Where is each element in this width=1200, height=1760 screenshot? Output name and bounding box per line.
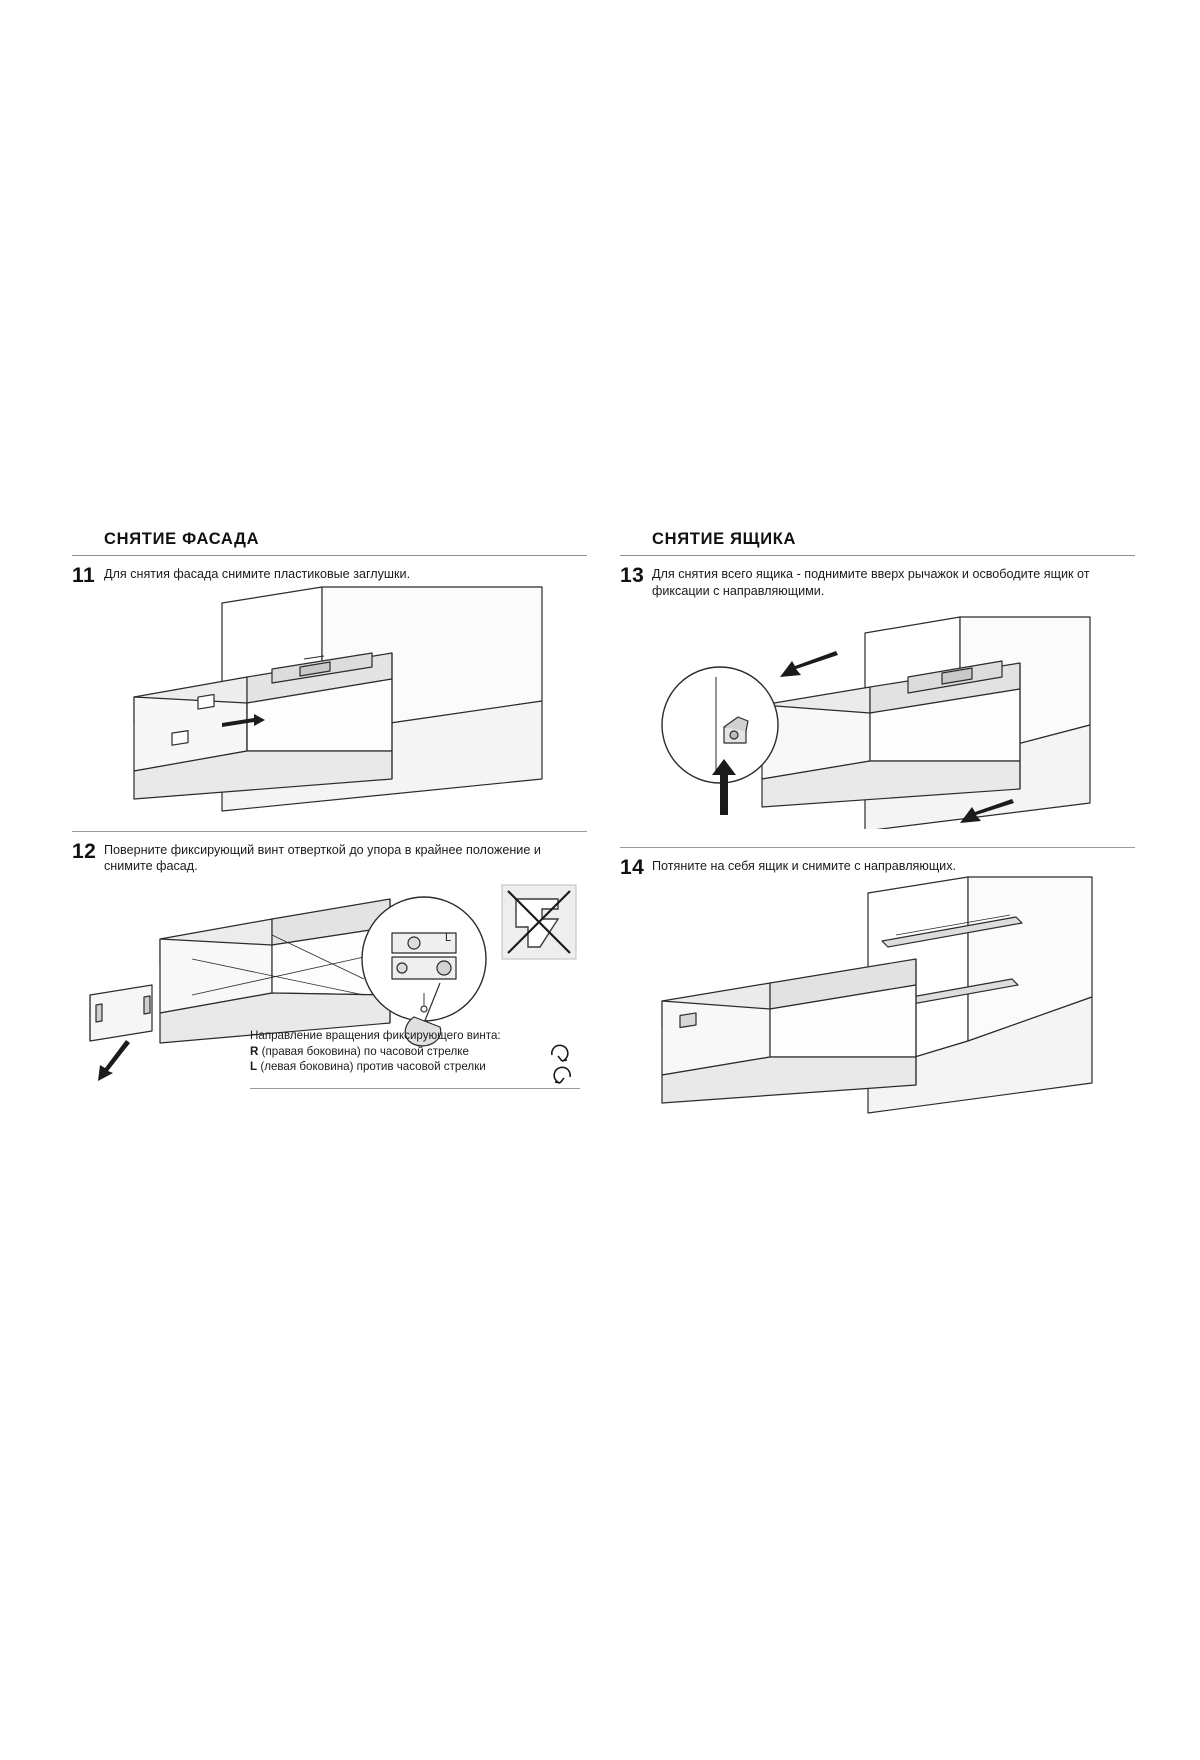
step-text: Поверните фиксирующий винт отверткой до упора в крайнее положение и снимите фасад. [104,842,541,873]
drawer-front-caps-illustration [72,583,587,813]
figure-step-13 [620,599,1135,829]
legend-right-key: R [250,1044,259,1058]
step-number: 14 [620,856,645,879]
divider [620,555,1135,556]
no-power-drill-icon [502,885,576,959]
clockwise-arrow-icon [552,1045,568,1061]
divider [72,555,587,556]
step-number: 12 [72,839,97,863]
counterclockwise-arrow-icon [554,1067,570,1083]
legend-right-row [250,1044,546,1060]
legend-title: Направление вращения фиксирующего винта: [250,1029,501,1042]
drawer-off-rails-illustration [620,875,1135,1125]
section-title: СНЯТИЕ ЯЩИКА [652,530,797,548]
figure-step-11 [72,583,587,813]
section-facade-removal [72,530,587,1150]
legend-right-text: (правая боковина) по часовой стрелке [261,1044,469,1058]
divider [620,847,1135,848]
divider [72,831,587,832]
arrow-icon [98,1040,130,1081]
legend-left-text: (левая боковина) против часовой стрелки [260,1060,486,1073]
step-number: 13 [620,564,645,587]
step-text: Для снятия фасада снимите пластиковые заглушки. [104,567,411,581]
detail-label-left: L [445,931,452,944]
step-14 [620,856,1135,879]
legend-left-key: L [250,1060,258,1073]
section-drawer-removal [620,530,1135,1150]
step-13 [620,566,1135,599]
step-text: Для снятия всего ящика - поднимите вверх рычажок и освободите ящик от фиксации с направляющими. [652,567,1090,598]
step-text: Потяните на себя ящик и снимите с направляющих. [652,859,957,873]
section-title: СНЯТИЕ ФАСАДА [104,530,260,548]
divider [250,1088,580,1089]
instruction-sheet [40,530,1160,1150]
legend-left-row [250,1059,546,1075]
figure-step-14 [620,875,1135,1125]
step-11 [72,564,587,587]
screw-rotation-legend [250,1028,580,1089]
step-number: 11 [72,564,96,587]
step-12 [72,839,587,875]
release-lever-illustration [620,599,1135,829]
